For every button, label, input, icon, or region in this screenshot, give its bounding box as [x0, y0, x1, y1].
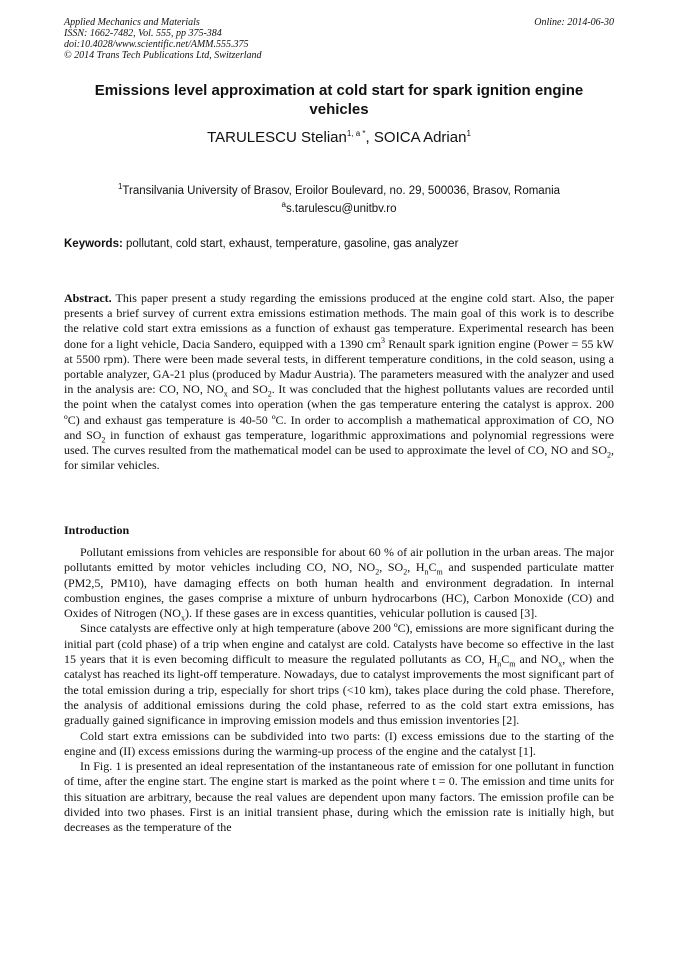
- journal-name: Applied Mechanics and Materials: [64, 17, 200, 28]
- keywords-text: pollutant, cold start, exhaust, temperature, gasoline, gas analyzer: [122, 238, 459, 250]
- copyright-line: © 2014 Trans Tech Publications Ltd, Switzerland: [64, 50, 262, 61]
- paragraph-text: C: [428, 560, 437, 575]
- subscript: x: [180, 613, 185, 623]
- paragraph-text: and suspended particulate matter (PM2,5, PM10), have damaging effects on both human health and environment degradation. In internal combustion engines, the gases comprise a mixture of unburn hydrocarbons (HC), Carbon Monoxide (CO) and Oxides of Nitrogen (NO: [64, 560, 615, 621]
- paragraph-text: , H: [407, 560, 425, 575]
- subscript: x: [558, 659, 563, 669]
- journal-header: [64, 17, 614, 61]
- abstract-label: Abstract.: [64, 291, 112, 305]
- abstract-text: Renault spark ignition engine (Power = 55 kW at 5500 rpm). There were been made several tests, in different temperature conditions, in the cold season, using a portable analyzer, GA-21 plus (produced by Madur Austria). The parameters measured with the analyzer and used in the analysis are: CO, NO, NO: [64, 336, 614, 397]
- affiliation: [64, 182, 614, 218]
- author-2: SOICA Adrian: [373, 129, 467, 146]
- author-2-superscript: 1: [466, 129, 471, 138]
- doi-line: doi:10.4028/www.scientific.net/AMM.555.375: [64, 39, 249, 50]
- subscript: n: [497, 659, 502, 669]
- abstract-text: . It was concluded that the highest pollutants values are recorded until the point when the catalyst comes into operation (when the gas temperature entering the catalyst is approx. 200 ºC) and exhaust gas temperature is 40-50 ºC. In order to accomplish a mathematical approximation of CO, NO and SO: [64, 382, 614, 442]
- author-email: s.tarulescu@unitbv.ro: [285, 203, 397, 215]
- online-date: Online: 2014-06-30: [534, 17, 614, 28]
- subscript: 2: [101, 435, 106, 445]
- superscript: 3: [381, 335, 386, 345]
- subscript: x: [223, 389, 228, 399]
- abstract-text: , for similar vehicles.: [64, 443, 614, 473]
- subscript: 2: [375, 567, 380, 577]
- abstract-text: and SO: [227, 382, 268, 397]
- author-1: TARULESCU Stelian: [207, 129, 347, 146]
- affiliation-line: [64, 182, 614, 200]
- abstract-text: This paper present a study regarding the emissions produced at the engine cold start. Also, the paper presents a brief survey of current extra emissions estimation methods. The main goal of this work is to describe the relative cold start extra emissions as a function of exhaust gas temperature. Experimental research has been done for a light vehicle, Dacia Sandero, equipped with a 1390 cm: [64, 291, 614, 351]
- section-heading-introduction: Introduction: [64, 523, 130, 537]
- affiliation-superscript: 1: [117, 182, 123, 192]
- abstract-text: in function of exhaust gas temperature, logarithmic approximations and polynomial regressions were used. The curves resulted from the mathematical model can be used to approximate the level of CO, NO and SO: [64, 427, 614, 458]
- author-1-superscript: 1, a *: [346, 129, 366, 138]
- paper-title: Emissions level approximation at cold start for spark ignition engine vehicles: [94, 82, 584, 118]
- keywords-label: Keywords:: [64, 238, 123, 250]
- paragraph: [64, 621, 614, 728]
- author-line: [64, 129, 614, 146]
- paragraph-text: C: [501, 652, 510, 667]
- affiliation-text: Transilvania University of Brasov, Eroilor Boulevard, no. 29, 500036, Brasov, Romania: [122, 185, 561, 197]
- subscript: 2: [607, 450, 611, 460]
- paragraph: [64, 545, 614, 621]
- paragraph-text: and NO: [515, 652, 559, 667]
- subscript: 2: [267, 389, 272, 399]
- paragraph-text: ). If these gases are in excess quantities, vehicular pollution is caused [3].: [184, 606, 538, 621]
- paragraph: In Fig. 1 is presented an ideal representation of the instantaneous rate of emission for one pollutant in function of time, after the engine start. The engine start is marked as the point where t = 0. The emission and time units for this situation are arbitrary, because the real values are dependent upon many factors. The emission profile can be divided into two phases. First is an initial transient phase, during which the emission rate is initially high, but decreases as the temperature of the: [64, 759, 614, 835]
- paragraph-text: Pollutant emissions from vehicles are responsible for about 60 % of air pollution in the urban areas. The major pollutants emitted by motor vehicles including CO, NO, NO: [64, 545, 614, 575]
- subscript: m: [509, 659, 516, 669]
- paragraph-text: , when the catalyst has reached its light-off temperature. Nowadays, due to catalyst improvements the most significant part of the total emission during a trip, especially for short trips (<10 km), takes place during the cold phase. Therefore, the analysis of additional emissions during the cold phase, referred to as the cold start extra emissions, has gradually gained significance in improving emission models and thus emission inventories [2].: [64, 652, 614, 728]
- keywords: [64, 238, 614, 250]
- issn-line: ISSN: 1662-7482, Vol. 555, pp 375-384: [64, 28, 222, 39]
- email-superscript: a: [281, 200, 286, 210]
- paragraph: Cold start extra emissions can be subdivided into two parts: (I) excess emissions due to the starting of the engine and (II) excess emissions during the warming-up process of the engine and the catalyst [1].: [64, 728, 614, 758]
- introduction-body: [64, 545, 614, 836]
- author-separator: ,: [365, 129, 374, 146]
- email-line: [64, 200, 614, 218]
- abstract: [64, 291, 614, 473]
- paragraph-text: Since catalysts are effective only at high temperature (above 200 ºC), emissions are more significant during the initial part (cold phase) of a trip when engine and catalyst are cold. Catalysts have become so effective in the last 15 years that it is even becoming difficult to measure the regulated pollutants as CO, H: [64, 621, 614, 667]
- subscript: m: [436, 567, 443, 577]
- subscript: n: [424, 567, 429, 577]
- subscript: 2: [403, 567, 408, 577]
- paragraph-text: , SO: [379, 560, 404, 575]
